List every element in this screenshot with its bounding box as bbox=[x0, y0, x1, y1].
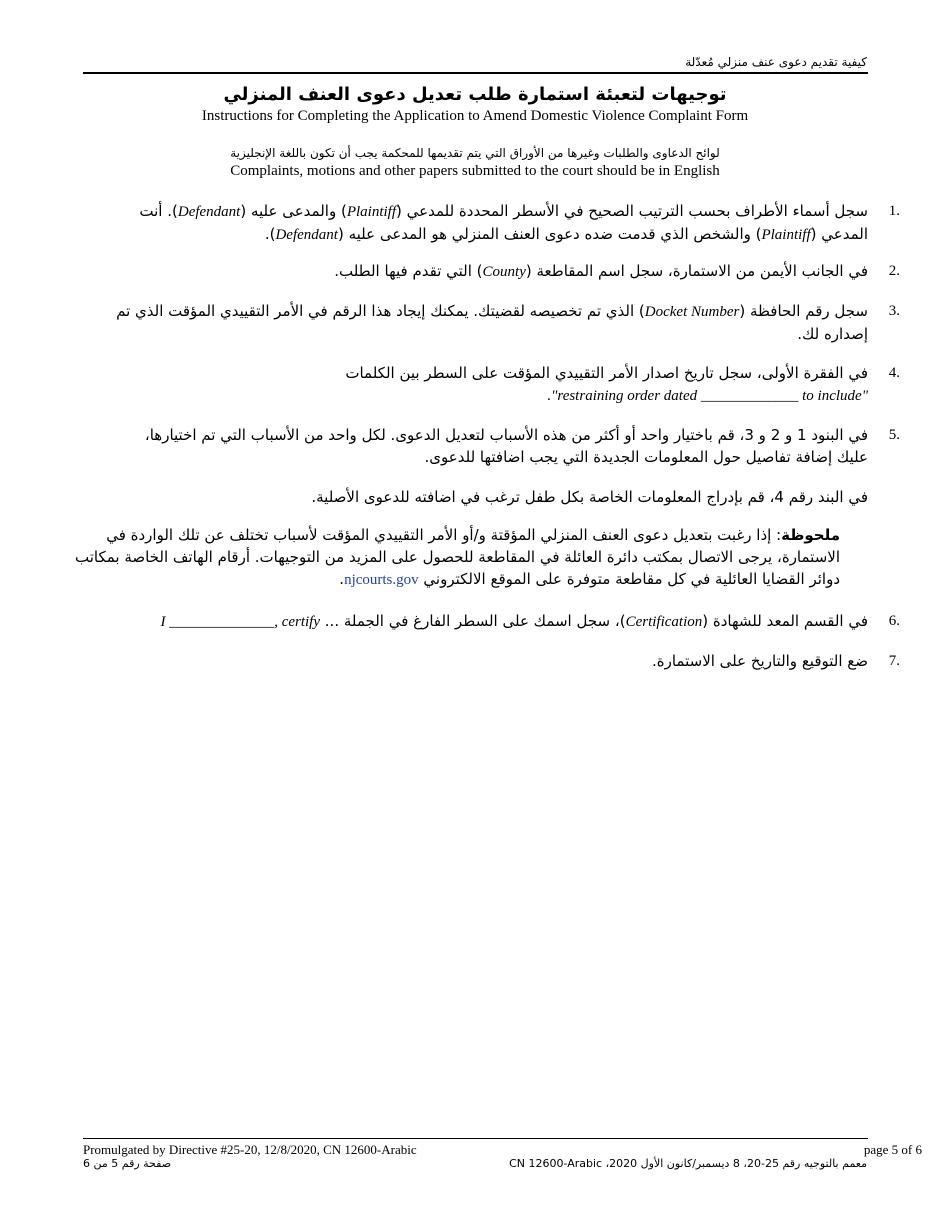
page-title-arabic: توجيهات لتعبئة استمارة طلب تعديل دعوى العنف المنزلي bbox=[223, 84, 727, 105]
footer-page-number-arabic: صفحة رقم 5 من 6 bbox=[83, 1157, 172, 1170]
instruction-item-2 bbox=[113, 260, 900, 283]
item-number: 7. bbox=[888, 653, 900, 669]
instruction-item-5-detail bbox=[113, 486, 868, 508]
item-term: County bbox=[482, 264, 526, 280]
njcourts-link[interactable]: njcourts.gov bbox=[344, 572, 419, 588]
page-title-english: Instructions for Completing the Application to Amend Domestic Violence Complaint Form bbox=[201, 108, 749, 124]
footer-directive: Promulgated by Directive #25-20, 12/8/2020, CN 12600-Arabic bbox=[83, 1142, 417, 1157]
item-term: Defendant bbox=[275, 227, 338, 243]
instruction-item-4 bbox=[113, 362, 900, 407]
item-text: سجل أسماء الأطراف بحسب الترتيب الصحيح في الأسطر المحددة للمدعي ( bbox=[396, 202, 868, 220]
item-text: ). bbox=[264, 225, 276, 243]
instruction-item-7 bbox=[113, 650, 900, 672]
item-text: في البنود 1 و 2 و 3، قم باختيار واحد أو أكثر من هذه الأسباب لتعديل الدعوى. لكل واحد من الأسباب التي تم اختيارها، عليك إضافة تفاصيل حول المعلومات الجديدة التي يجب اضافتها للدعوى. bbox=[144, 426, 868, 466]
item-text: )، سجل اسمك على السطر الفارغ في الجملة ... bbox=[320, 612, 626, 630]
item-text: في الجانب الأيمن من الاستمارة، سجل اسم المقاطعة ( bbox=[525, 262, 868, 280]
footer-page-number: page 5 of 6 bbox=[863, 1142, 922, 1157]
item-term: Plaintiff bbox=[761, 227, 811, 243]
item-term: I ______________, certify bbox=[160, 614, 321, 630]
note-end: . bbox=[339, 570, 345, 588]
running-header: كيفية تقديم دعوى عنف منزلي مُعدّلة bbox=[685, 55, 867, 69]
item-text: ). أنت المدعي ( bbox=[139, 202, 868, 243]
item-number: 1. bbox=[888, 203, 900, 219]
item-text: ) والشخص الذي قدمت ضده دعوى العنف المنزلي هو المدعى عليه ( bbox=[337, 225, 762, 243]
item-text: ضع التوقيع والتاريخ على الاستمارة. bbox=[651, 652, 868, 670]
item-number: 2. bbox=[888, 263, 900, 279]
header-rule bbox=[83, 72, 868, 74]
instruction-item-3 bbox=[113, 300, 900, 345]
footer-directive-arabic: معمم بالتوجيه رقم 25-20، 8 ديسمبر/كانون الأول 2020، CN 12600-Arabic bbox=[509, 1157, 867, 1170]
item-text: في البند رقم 4، قم بإدراج المعلومات الخاصة بكل طفل ترغب في اضافته للدعوى الأصلية. bbox=[311, 488, 868, 506]
item-term: Certification bbox=[625, 614, 703, 630]
item-term: ."restraining order dated _____________ to include" bbox=[547, 388, 868, 404]
item-text: في القسم المعد للشهادة ( bbox=[702, 612, 868, 630]
item-text: سجل رقم الحافظة ( bbox=[739, 302, 868, 320]
item-term: Plaintiff bbox=[346, 204, 396, 220]
note-label: ملحوظة bbox=[781, 526, 840, 544]
item-text: ) التي تقدم فيها الطلب. bbox=[334, 262, 483, 280]
instruction-item-6 bbox=[113, 610, 900, 633]
item-text: في الفقرة الأولى، سجل تاريخ اصدار الأمر التقييدي المؤقت على السطر بين الكلمات bbox=[345, 364, 868, 382]
item-number: 6. bbox=[888, 613, 900, 629]
footer-rule bbox=[83, 1138, 868, 1139]
item-number: 5. bbox=[888, 427, 900, 443]
item-text: ) الذي تم تخصيصه لقضيتك. يمكنك إيجاد هذا الرقم في الأمر التقييدي المؤقت الذي تم إصداره لك. bbox=[116, 302, 868, 343]
instruction-item-1 bbox=[113, 200, 900, 246]
item-number: 3. bbox=[888, 303, 900, 319]
item-number: 4. bbox=[888, 365, 900, 381]
language-notice-arabic: لوائح الدعاوى والطلبات وغيرها من الأوراق التي يتم تقديمها للمحكمة يجب أن تكون باللغة الإنجليزية bbox=[230, 146, 720, 160]
language-notice-english: Complaints, motions and other papers submitted to the court should be in English bbox=[230, 163, 720, 179]
item-term: Defendant bbox=[177, 204, 241, 220]
item-text: ) والمدعى عليه ( bbox=[240, 202, 347, 220]
item-term: Docket Number bbox=[644, 304, 740, 320]
note-paragraph bbox=[70, 524, 840, 591]
instruction-item-5 bbox=[113, 424, 900, 468]
note-text: : إذا رغبت بتعديل دعوى العنف المنزلي المؤقتة و/أو الأمر التقييدي المؤقت لأسباب تختلف عن تلك الواردة في الاستمارة، يرجى الاتصال بمكتب دائرة العائلة في المقاطعة للحصول على المزيد من التوجيهات. أرقام الهاتف الخاصة بمكاتب دوائر القضايا العائلية في كل مقاطعة متوفرة على الموقع الالكتروني bbox=[74, 526, 840, 588]
